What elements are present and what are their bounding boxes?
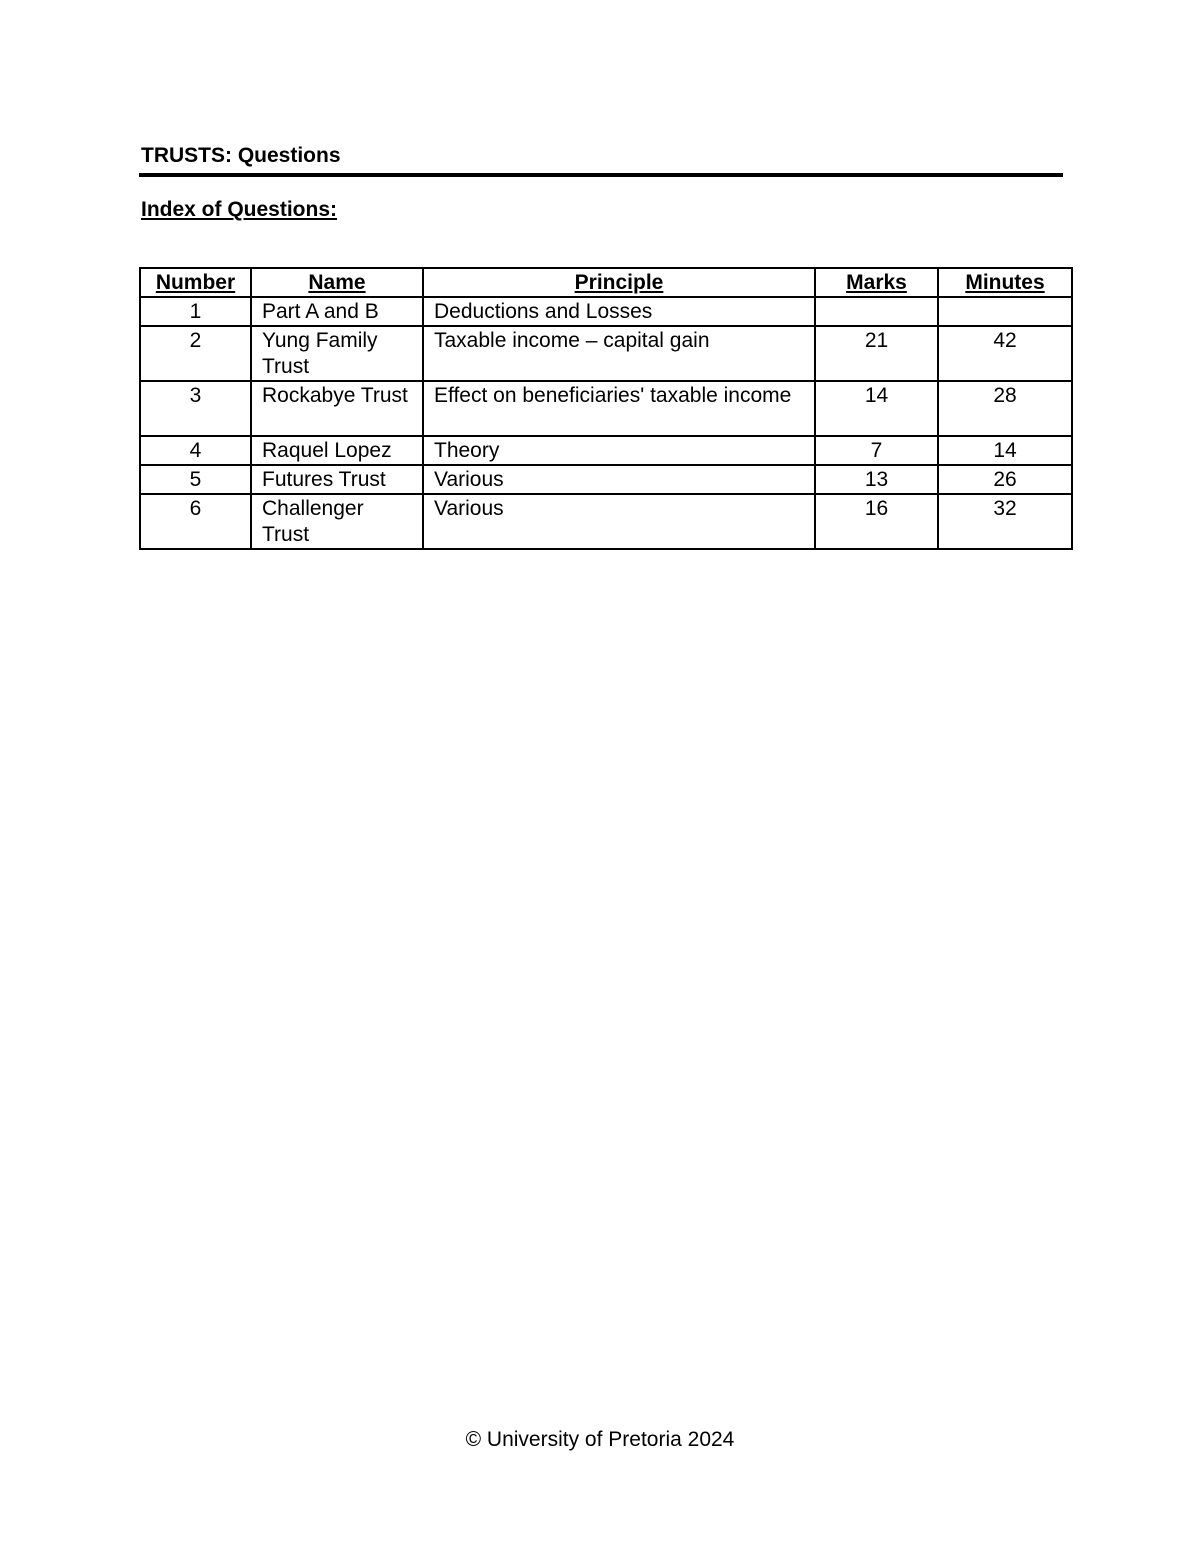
cell-number: 1 <box>140 297 251 326</box>
table-row <box>140 436 1072 465</box>
cell-number: 4 <box>140 436 251 465</box>
cell-number: 2 <box>140 326 251 381</box>
cell-minutes: 32 <box>938 494 1072 549</box>
cell-number: 6 <box>140 494 251 549</box>
cell-marks: 14 <box>815 381 938 436</box>
table-row <box>140 381 1072 436</box>
copyright-footer: © University of Pretoria 2024 <box>465 1428 735 1451</box>
cell-minutes: 42 <box>938 326 1072 381</box>
cell-name: Raquel Lopez <box>251 436 423 465</box>
cell-number: 5 <box>140 465 251 494</box>
cell-minutes: 26 <box>938 465 1072 494</box>
cell-name: Futures Trust <box>251 465 423 494</box>
cell-principle: Various <box>423 465 815 494</box>
cell-minutes: 14 <box>938 436 1072 465</box>
cell-name: Rockabye Trust <box>251 381 423 436</box>
cell-minutes <box>938 297 1072 326</box>
table-row <box>140 465 1072 494</box>
cell-name: Yung Family Trust <box>251 326 423 381</box>
title-divider <box>139 173 1063 177</box>
cell-marks: 7 <box>815 436 938 465</box>
cell-minutes: 28 <box>938 381 1072 436</box>
table-row <box>140 297 1072 326</box>
page-title: TRUSTS: Questions <box>141 144 341 167</box>
column-header-marks: Marks <box>815 268 938 297</box>
column-header-minutes: Minutes <box>938 268 1072 297</box>
cell-name: Part A and B <box>251 297 423 326</box>
table-header-row <box>140 268 1072 297</box>
questions-index-table <box>139 267 1073 550</box>
cell-marks: 21 <box>815 326 938 381</box>
cell-principle: Taxable income – capital gain <box>423 326 815 381</box>
cell-principle: Effect on beneficiaries' taxable income <box>423 381 815 436</box>
cell-marks: 13 <box>815 465 938 494</box>
cell-principle: Deductions and Losses <box>423 297 815 326</box>
column-header-name: Name <box>251 268 423 297</box>
cell-marks <box>815 297 938 326</box>
cell-marks: 16 <box>815 494 938 549</box>
cell-principle: Various <box>423 494 815 549</box>
cell-principle: Theory <box>423 436 815 465</box>
cell-name: Challenger Trust <box>251 494 423 549</box>
index-heading: Index of Questions: <box>141 198 338 221</box>
column-header-number: Number <box>140 268 251 297</box>
table-row <box>140 326 1072 381</box>
table-row <box>140 494 1072 549</box>
column-header-principle: Principle <box>423 268 815 297</box>
cell-number: 3 <box>140 381 251 436</box>
